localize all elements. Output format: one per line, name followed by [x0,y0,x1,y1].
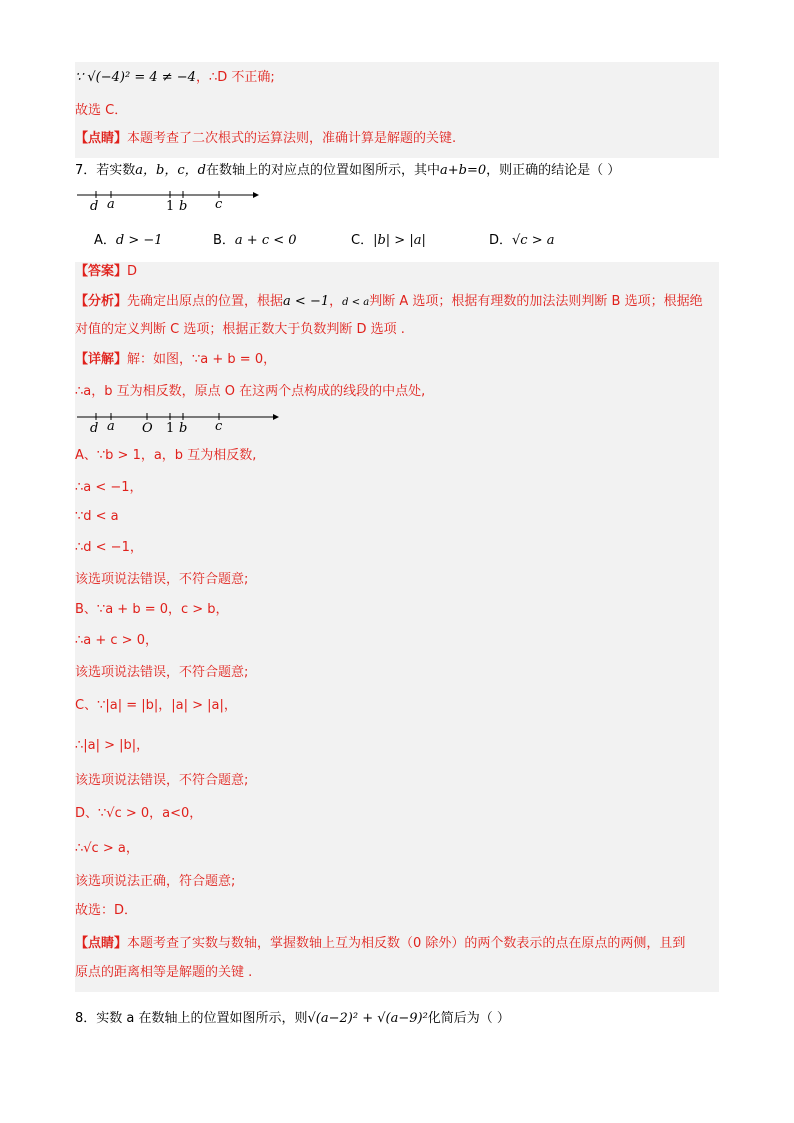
detail-D3: 该选项说法正确，符合题意; [75,874,236,889]
detail-tip-1: 【点睛】本题考查了实数与数轴，掌握数轴上互为相反数（0 除外）的两个数表示的点在原点的两侧，且到 [75,936,686,951]
detail-A3: ∵d < a [75,509,119,524]
prev-solution-line: ∵ √(−4)² = 4 ≠ −4，∴D 不正确; [75,70,275,85]
detail-A1: A、∵b > 1，a，b 互为相反数, [75,448,257,463]
q8-stem: 8．实数 a 在数轴上的位置如图所示，则√(a−2)² + √(a−9)²化简后为（ ） [75,1011,510,1026]
detail-A4: ∴d < −1， [75,540,143,555]
nl1-label-a: a [107,197,115,212]
q7-option-b[interactable]: B．a + c < 0 [213,233,297,248]
nl1-label-b: b [179,199,188,214]
detail-D1: D、∵√c > 0，a<0， [75,806,203,821]
detail-B3: 该选项说法错误，不符合题意; [75,665,249,680]
nl1-label-1: 1 [166,199,175,214]
q7-option-d[interactable]: D．√c > a [489,233,555,248]
nl2-label-c: c [215,419,223,434]
nl2-label-a: a [107,419,115,434]
nl1-label-d: d [90,199,99,214]
detail-tip-2: 原点的距离相等是解题的关键 . [75,965,253,980]
number-line-figure-1 [75,186,260,214]
nl2-label-o: O [142,421,153,436]
detail-C3: 该选项说法错误，不符合题意; [75,773,249,788]
analysis-line-1: 【分析】先确定出原点的位置，根据a < −1，d < a判断 A 选项；根据有理数的加法法则判断 B 选项；根据绝 [75,294,703,309]
nl2-label-b: b [179,421,188,436]
nl2-label-d: d [90,421,99,436]
nl1-label-c: c [215,197,223,212]
nl2-label-1: 1 [166,421,175,436]
detail-D4: 故选：D． [75,903,138,918]
detail-D2: ∴√c > a， [75,841,139,856]
q7-option-a[interactable]: A．d > −1 [94,233,163,248]
detail-line-1: 【详解】解：如图，∵a + b = 0， [75,352,277,367]
detail-C2: ∴|a| > |b|， [75,738,150,753]
detail-line-2: ∴a，b 互为相反数，原点 O 在这两个点构成的线段的中点处, [75,384,426,399]
detail-A5: 该选项说法错误，不符合题意; [75,572,249,587]
detail-A2: ∴a < −1， [75,480,143,495]
number-line-figure-2 [75,410,280,436]
prev-choice-line: 故选 C． [75,103,128,118]
prev-tip-line: 【点睛】本题考查了二次根式的运算法则，准确计算是解题的关键. [75,131,457,146]
prev-math: ∵ √(−4)² = 4 ≠ −4 [75,70,196,85]
analysis-line-2: 对值的定义判断 C 选项；根据正数大于负数判断 D 选项 . [75,322,405,337]
answer-line: 【答案】D [75,264,138,279]
detail-C1: C、∵|a| = |b|，|a| > |a|， [75,698,237,713]
q7-option-c[interactable]: C．|b| > |a| [351,233,426,248]
q7-stem: 7．若实数a，b，c，d在数轴上的对应点的位置如图所示，其中a+b=0，则正确的结论是（ ） [75,163,621,178]
detail-B2: ∴a + c > 0， [75,633,158,648]
detail-B1: B、∵a + b = 0，c > b， [75,602,229,617]
